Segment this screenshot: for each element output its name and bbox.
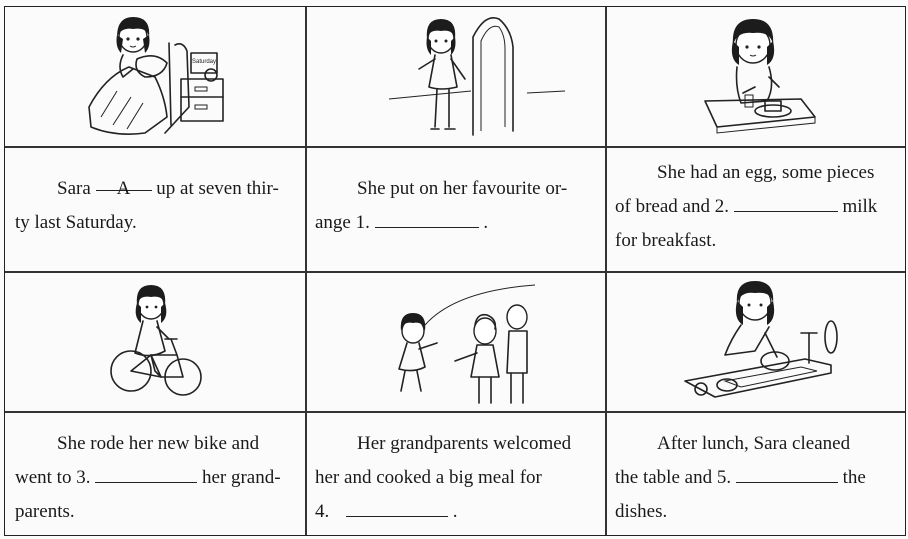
girl-dressing-illustration <box>305 7 605 146</box>
picture-cell-1 <box>5 7 305 146</box>
answer-blank-2[interactable] <box>734 193 838 212</box>
girl-in-bed-illustration <box>5 7 305 146</box>
girl-washing-dishes-illustration <box>605 273 907 411</box>
grandparents-welcome-illustration <box>305 273 605 411</box>
worksheet-table <box>4 6 906 536</box>
answer-blank-1[interactable] <box>375 209 479 228</box>
sentence-cell-2 <box>305 148 605 271</box>
picture-cell-2 <box>305 7 605 146</box>
picture-cell-5 <box>305 273 605 411</box>
sentence-3-line-3: for breakfast. <box>615 230 717 251</box>
answer-blank-4[interactable] <box>346 498 448 517</box>
picture-cell-3 <box>605 7 907 146</box>
answer-blank-5[interactable] <box>736 464 838 483</box>
sentence-5-line-1: Her grandparents welcomed <box>357 433 572 454</box>
calendar-label: Saturday <box>192 59 217 65</box>
sentence-4-line-2-end: her grand- <box>201 467 281 488</box>
girl-on-bike-illustration <box>5 273 305 411</box>
picture-cell-4 <box>5 273 305 411</box>
answer-blank-example[interactable]: A <box>96 172 152 191</box>
picture-cell-6 <box>605 273 907 411</box>
sentence-6-line-2-start: the table and 5. <box>615 467 732 488</box>
sentence-cell-6 <box>605 413 907 537</box>
sentence-5-line-2: her and cooked a big meal for <box>315 467 542 488</box>
sentence-4-line-3: parents. <box>15 501 75 522</box>
sentence-3-line-2-start: of bread and 2. <box>615 196 729 217</box>
sentence-4-line-1: She rode her new bike and <box>57 433 260 454</box>
sentence-1-start: Sara <box>57 178 91 199</box>
sentence-4-line-2-start: went to 3. <box>15 467 91 488</box>
sentence-6-line-2-end: the <box>842 467 866 488</box>
sentence-1-line-2: ty last Saturday. <box>15 212 137 233</box>
sentence-6-line-1: After lunch, Sara cleaned <box>657 433 851 454</box>
sentence-2-line-2-start: ange 1. <box>315 212 370 233</box>
answer-blank-3[interactable] <box>95 464 197 483</box>
sentence-cell-3 <box>605 148 907 271</box>
sentence-3-line-2-end: milk <box>842 196 878 217</box>
sentence-3-line-1: She had an egg, some pieces <box>657 162 875 183</box>
sentence-cell-5 <box>305 413 605 537</box>
sentence-5-line-3-end: . <box>452 501 458 522</box>
sentence-6-line-3: dishes. <box>615 501 668 522</box>
sentence-2-line-2-end: . <box>483 212 489 233</box>
sentence-2-line-1: She put on her favourite or- <box>357 178 568 199</box>
sentence-1-end: up at seven thir- <box>156 178 279 199</box>
girl-breakfast-illustration <box>605 7 907 146</box>
sentence-cell-4 <box>5 413 305 537</box>
sentence-cell-1 <box>5 148 305 271</box>
sentence-5-line-3-start: 4. <box>315 501 330 522</box>
